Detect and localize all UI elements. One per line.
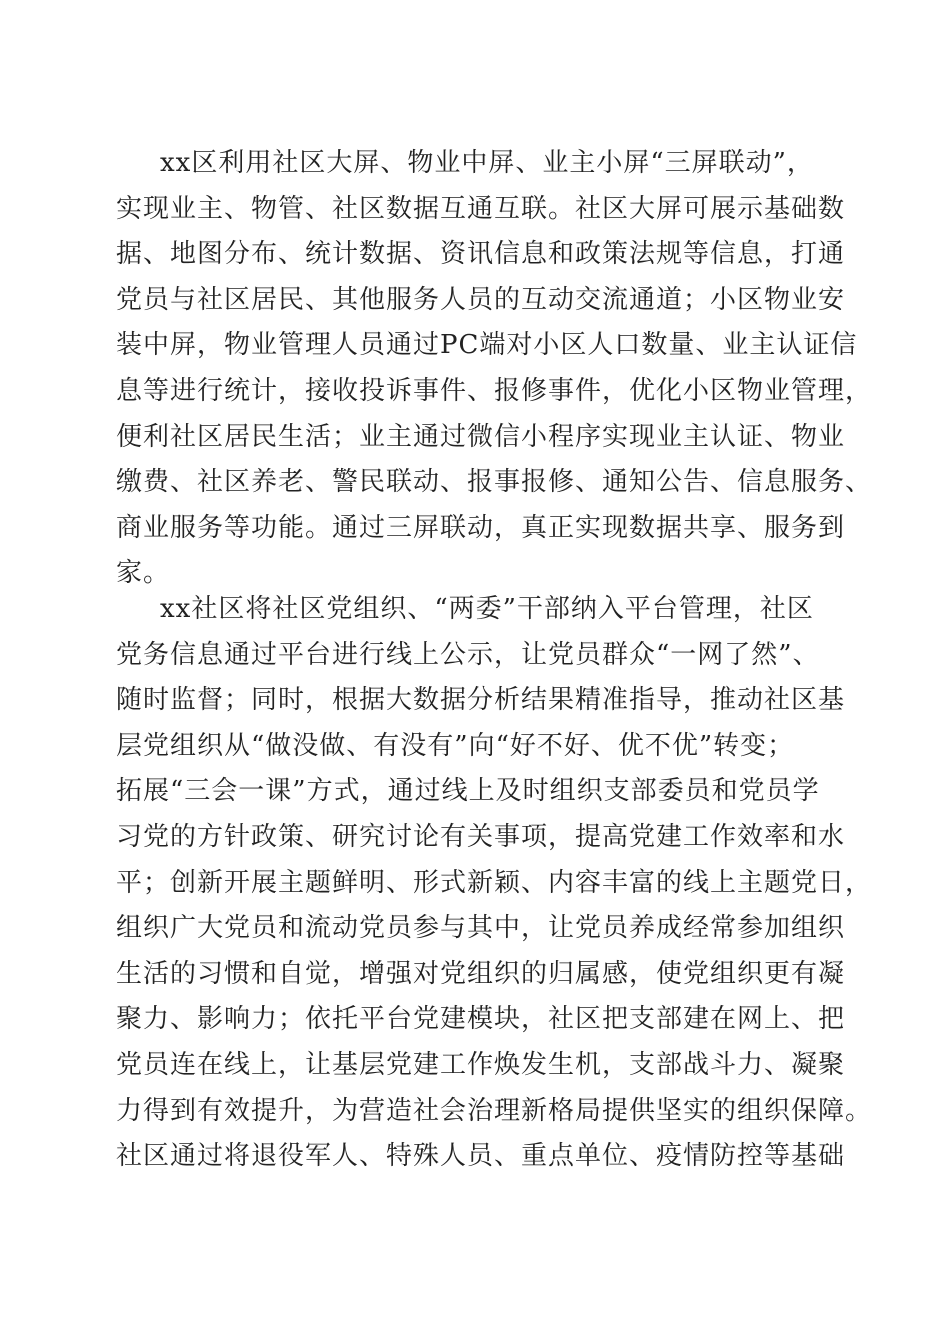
- paragraph-party-building: [116, 587, 873, 1180]
- text-line: 便利社区居民生活；业主通过微信小程序实现业主认证、物业: [116, 421, 846, 452]
- text-line: 党务信息通过平台进行线上公示，让党员群众“一网了然”、: [116, 639, 820, 670]
- text-line: 党员连在线上，让基层党建工作焕发生机，支部战斗力、凝聚: [116, 1049, 846, 1080]
- text-line: 拓展“三会一课”方式，通过线上及时组织支部委员和党员学: [116, 776, 820, 807]
- text-line: 随时监督；同时，根据大数据分析结果精准指导，推动社区基: [116, 685, 846, 716]
- text-line: xx区利用社区大屏、物业中屏、业主小屏“三屏联动”，: [160, 148, 814, 178]
- text-line: 装中屏，物业管理人员通过PC端对小区人口数量、业主认证信: [116, 330, 858, 361]
- text-line: 息等进行统计，接收投诉事件、报修事件，优化小区物业管理，: [116, 375, 873, 406]
- text-line: 层党组织从“做没做、有没有”向“好不好、优不优”转变；: [116, 730, 795, 761]
- text-line: 聚力、影响力；依托平台党建模块，社区把支部建在网上、把: [116, 1004, 846, 1035]
- text-line: xx社区将社区党组织、“两委”干部纳入平台管理，社区: [160, 594, 814, 624]
- text-line: 力得到有效提升，为营造社会治理新格局提供坚实的组织保障。: [116, 1095, 873, 1126]
- text-line: 生活的习惯和自觉，增强对党组织的归属感，使党组织更有凝: [116, 958, 846, 989]
- text-line: 组织广大党员和流动党员参与其中，让党员养成经常参加组织: [116, 913, 846, 944]
- paragraph-three-screen-linkage: [116, 141, 873, 597]
- text-line: 习党的方针政策、研究讨论有关事项，提高党建工作效率和水: [116, 821, 846, 852]
- text-line: 实现业主、物管、社区数据互通互联。社区大屏可展示基础数: [116, 193, 846, 224]
- text-line: 商业服务等功能。通过三屏联动，真正实现数据共享、服务到: [116, 512, 846, 543]
- text-line: 党员与社区居民、其他服务人员的互动交流通道；小区物业安: [116, 284, 846, 315]
- text-line: 平；创新开展主题鲜明、形式新颖、内容丰富的线上主题党日，: [116, 867, 873, 898]
- text-line: 缴费、社区养老、警民联动、报事报修、通知公告、信息服务、: [116, 467, 873, 498]
- text-line: 据、地图分布、统计数据、资讯信息和政策法规等信息，打通: [116, 239, 846, 270]
- text-line: 家。: [116, 558, 171, 589]
- text-line: 社区通过将退役军人、特殊人员、重点单位、疫情防控等基础: [116, 1141, 846, 1172]
